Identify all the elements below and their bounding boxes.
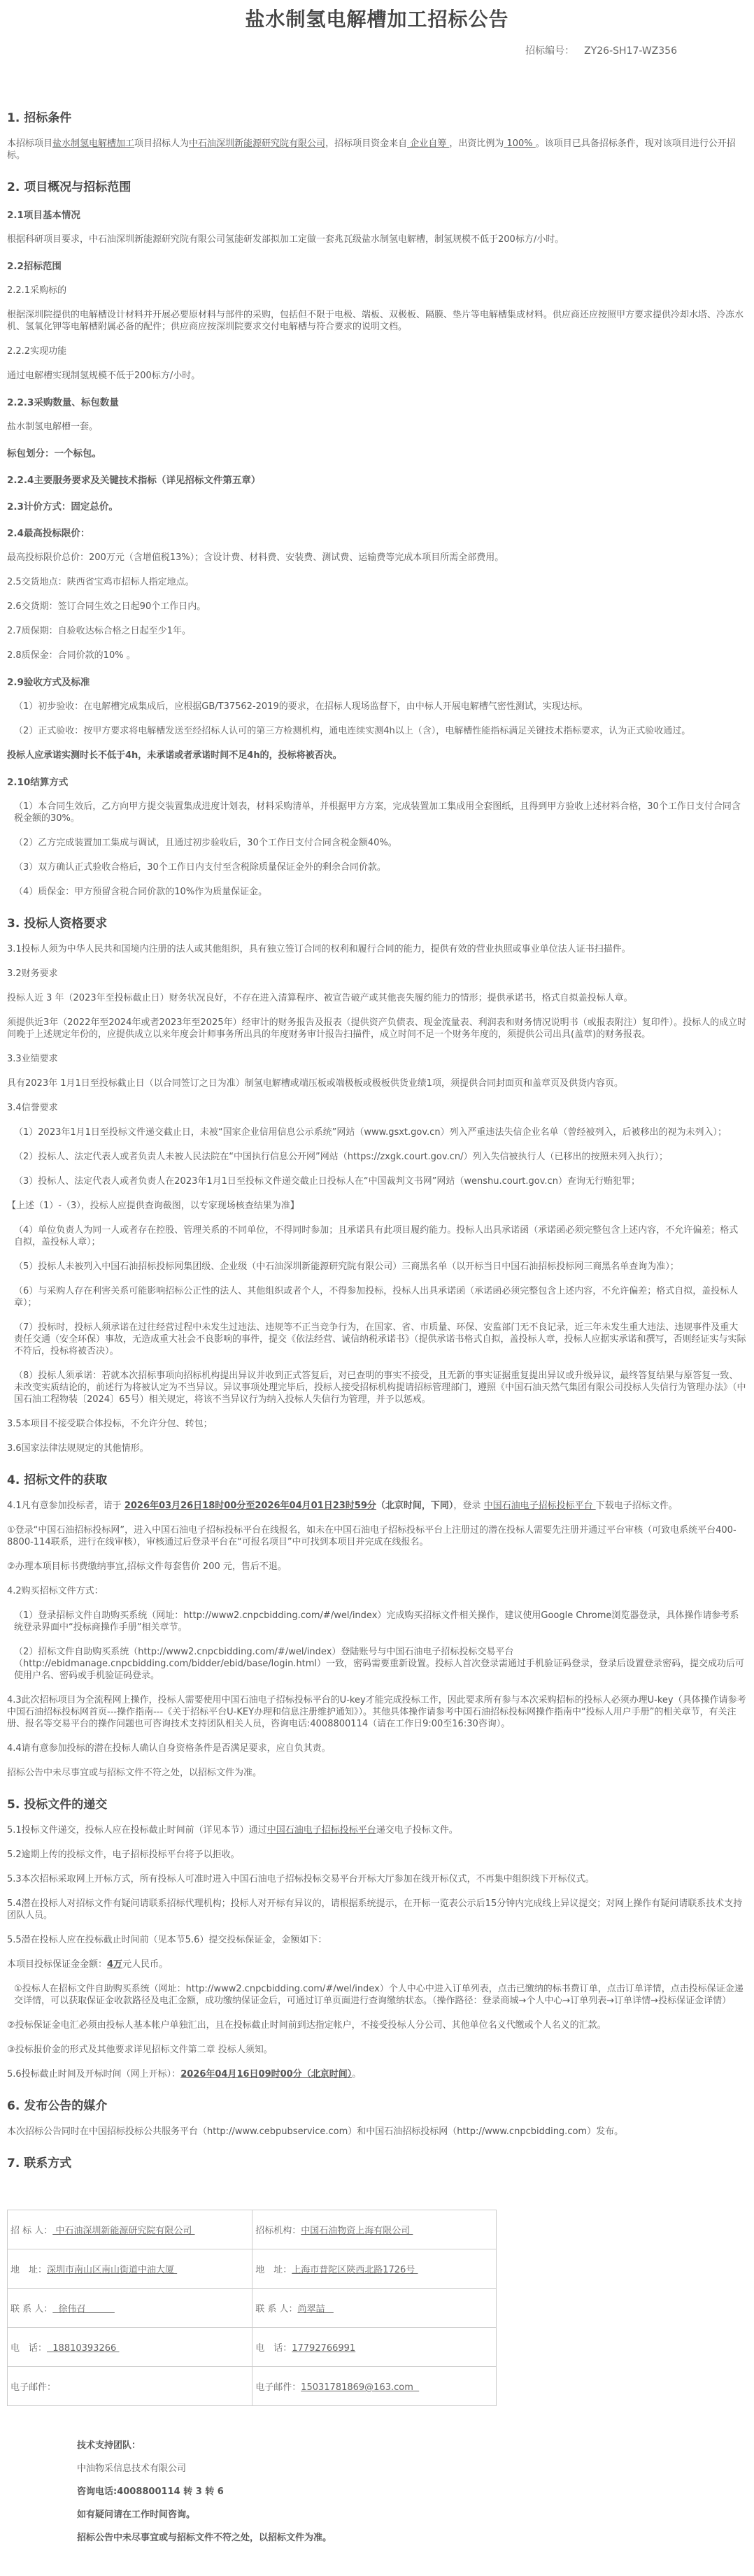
section-2-4-text: 最高投标限价总价：200万元（含增值税13%）；含设计费、材料费、安装费、测试费、运输费等完成本项目所需全部费用。 (7, 552, 504, 563)
contact-value: 中国石油物资上海有限公司 (301, 2226, 413, 2236)
section-3-4-note: 【上述（1）-（3），投标人应提供查询截图，以专家现场核查结果为准】 (7, 1201, 299, 1211)
section-2-9-heading: 2.9验收方式及标准 (7, 677, 90, 688)
section-2-6-text: 2.6交货期：签订合同生效之日起90个工作日内。 (7, 601, 206, 612)
section-4-2-item: （2）招标文件自助购买系统（http://www2.cnpcbidding.com/#/wel/index）登陆账号与中国石油电子招标投标交易平台（http://ebidmanage.cnpcbidding.com/bidder/ebid/base/login.html）一致，密码需要重新设置。投标人首次登录需通过手机验证码登录，登录后设置登录密码，提交成功后可使用户名、密码或手机验证码登录。 (14, 1647, 745, 1681)
section-2-10-item: （1）本合同生效后，乙方向甲方提交装置集成进度计划表，材料采购清单，并根据甲方方案，完成装置加工集成用全套图纸，且得到甲方验收上述材料合格，30个工作日支付合同含税金额的30%。 (14, 801, 741, 824)
deadline-time: 2026年04月16日09时00分（北京时间） (180, 2069, 353, 2080)
section-5-3-text: 5.3本次招标采取网上开标方式，所有投标人可准时进入中国石油电子招标投标交易平台开标大厅参加在线开标仪式，不再集中组织线下开标仪式。 (7, 1874, 595, 1884)
page-title: 盐水制氢电解槽加工招标公告 (245, 8, 509, 31)
section-2-5-text: 2.5交货地点：陕西省宝鸡市招标人指定地点。 (7, 577, 194, 587)
section-3-2-text: 须提供近3年（2022年至2024年或者2023年至2025年）经审计的财务报告及报表（提供资产负债表、现金流量表、利润表和财务情况说明书（或报表附注）复印件）。投标人的成立时间晚于上述规定年份的，应提供成立以来年度会计师事务所出具的年度财务审计报告扫描件，成立时间不足一个财务年度的，须提供公司出具(盖章)的财务报表。 (7, 1017, 747, 1040)
contact-tenderer-cell (8, 2289, 252, 2328)
section-6-text: 本次招标公告同时在中国招标投标公共服务平台（http://www.cebpubservice.com）和中国石油招标投标网（http://www.cnpcbidding.com）发布。 (7, 2126, 624, 2137)
section-3-4-item: （8）投标人须承诺：若就本次招标事项向招标机构提出异议并收到正式答复后，对已查明的事实不接受，且无新的事实证据重复提出异议或升级异议，最终答复结果与原答复一致、未改变实质结论的，前述行为将被认定为不当异议。异议事项处理完毕后，投标人接受招标机构提请招标管理部门，遵照《中国石油天然气集团有限公司投标人失信行为管理办法》（中国石油工程物装〔2024〕65号）相关规定，将该不当异议行为纳入投标人失信行为管理，并予以惩戒。 (14, 1371, 746, 1405)
section-4-4-text: 4.4请有意参加投标的潜在投标人确认自身资格条件是否满足要求，应自负其责。 (7, 1743, 331, 1754)
section-2-10-heading: 2.10结算方式 (7, 777, 69, 788)
section-5-5-text: 5.5潜在投标人应在投标截止时间前（见本节5.6）提交投标保证金，金额如下： (7, 1935, 327, 1945)
section-3-4-heading: 3.4信誉要求 (7, 1103, 58, 1113)
contact-tenderer-cell (8, 2367, 252, 2406)
contact-label: 联 系 人： (255, 2304, 298, 2314)
contact-label: 电 话： (255, 2343, 292, 2354)
section-2-2-2-text: 通过电解槽实现制氢规模不低于200标方/小时。 (7, 371, 201, 381)
section-4-note: 招标公告中未尽事宜或与招标文件不符之处，以招标文件为准。 (7, 1768, 262, 1778)
section-5-1-text: 5.1投标文件递交，投标人应在投标截止时间前（详见本节）通过中国石油电子招标投标平台递交电子投标文件。 (7, 1825, 458, 1836)
section-3-6-text: 3.6国家法律法规规定的其他情形。 (7, 1443, 149, 1454)
contact-agency-cell (252, 2210, 497, 2249)
support-hours: 如有疑问请在工作时间咨询。 (77, 2510, 196, 2520)
contact-row (8, 2367, 497, 2406)
section-4-3-text: 4.3此次招标项目为全流程网上操作，投标人需要使用中国石油电子招标投标平台的U-key才能完成投标工作，因此要求所有参与本次采购招标的投标人必须办理U-key（具体操作请参考中国石油招标投标网首页---操作指南---《关于招标平台U-KEY办理和信息注册维护通知》）。其他具体操作请参考中国石油招标投标网操作指南中“投标人用户手册”的相关章节，有关注册、报名等交易平台的操作问题也可咨询技术支持团队相关人员，咨询电话:4008800114（请在工作日9:00至16:30咨询）。 (7, 1695, 746, 1729)
section-5-5-step: ②投标保证金电汇必须由投标人基本帐户单独汇出，且在投标截止时间前到达指定帐户，不接受投标人分公司、其他单位名义代缴或个人名义的汇款。 (7, 2020, 606, 2031)
section-2-1-text: 根据科研项目要求，中石油深圳新能源研究院有限公司氢能研发部拟加工定做一套兆瓦级盐水制氢电解槽，制氢规模不低于200标方/小时。 (7, 234, 564, 245)
section-5-6-text: 5.6投标截止时间及开标时间（网上开标）：2026年04月16日09时00分（北京时间）。 (7, 2069, 362, 2080)
section-2-2-heading: 2.2招标范围 (7, 261, 62, 272)
section-4-2-item: （1）登录招标文件自助购买系统（网址：http://www2.cnpcbidding.com/#/wel/index）完成购买招标文件相关操作，建议使用Google Chrome浏览器登录，具体操作请参考系统登录界面中“投标商操作手册”相关章节。 (14, 1610, 739, 1633)
section-2-4-heading: 2.4最高投标限价： (7, 528, 90, 539)
bid-number-label: 招标编号： (525, 45, 575, 57)
section-3-2-text: 投标人近 3 年（2023年至投标截止日）财务状况良好，不存在进入清算程序、被宣告破产或其他丧失履约能力的情形；提供承诺书，格式自拟盖投标人章。 (7, 993, 633, 1003)
support-note: 招标公告中未尽事宜或与招标文件不符之处，以招标文件为准。 (77, 2533, 332, 2543)
cnpc-platform-link[interactable]: 中国石油电子招标投标平台 (483, 1501, 596, 1511)
section-5-4-text: 5.4潜在投标人对招标文件有疑问请联系招标代理机构；投标人对开标有异议的，请根据系统提示，在开标一览表公示后15分钟内完成线上异议提交；对网上操作有疑问请联系技术支持团队人员。 (7, 1898, 743, 1921)
section-3-4-item: （5）投标人未被列入中国石油招标投标网集团级、企业级（中石油深圳新能源研究院有限公司）三商黑名单（以开标当日中国石油招标投标网三商黑名单查询为准）； (14, 1261, 679, 1272)
section-1-text: 本招标项目盐水制氢电解槽加工项目招标人为中石油深圳新能源研究院有限公司，招标项目资金来自 企业自筹 ，出资比例为 100% 。该项目已具备招标条件，现对该项目进行公开招标。 (7, 138, 736, 161)
section-2-heading: 2. 项目概况与招标范围 (7, 180, 131, 194)
section-3-2-heading: 3.2财务要求 (7, 968, 58, 979)
section-2-7-text: 2.7质保期：自验收达标合格之日起至少1年。 (7, 626, 191, 636)
bid-number (7, 43, 747, 57)
download-period: 2026年03月26日18时00分至2026年04月01日23时59分 (124, 1501, 376, 1511)
contact-label: 招 标 人： (10, 2226, 53, 2236)
section-2-1-heading: 2.1项目基本情况 (7, 210, 80, 221)
contact-row (8, 2249, 497, 2289)
section-6-heading: 6. 发布公告的媒介 (7, 2099, 108, 2113)
support-heading: 技术支持团队： (77, 2440, 141, 2451)
contact-label: 电子邮件： (255, 2382, 301, 2393)
contact-value: 17792766991 (292, 2343, 356, 2354)
contact-tenderer-cell (8, 2210, 252, 2249)
tenderer-name: 中石油深圳新能源研究院有限公司 (189, 138, 326, 149)
contact-agency-cell (252, 2289, 497, 2328)
contact-value: 上海市普陀区陕西北路1726号 (292, 2265, 418, 2275)
section-4-1-step: ②办理本项目标书费缴纳事宜,招标文件每套售价 200 元，售后不退。 (7, 1561, 287, 1572)
contact-row (8, 2328, 497, 2367)
support-company: 中油物采信息技术有限公司 (77, 2463, 187, 2474)
section-7-heading: 7. 联系方式 (7, 2156, 72, 2170)
tech-support (7, 2440, 747, 2544)
section-3-4-item: （6）与采购人存在利害关系可能影响招标公正性的法人、其他组织或者个人，不得参加投标，投标人出具承诺函（承诺函必须完整包含上述内容，不允许偏差；格式自拟，盖投标人章）； (14, 1286, 739, 1308)
contact-label: 地 址： (255, 2265, 292, 2275)
contact-row (8, 2289, 497, 2328)
section-2-2-1-heading: 2.2.1采购标的 (7, 285, 67, 296)
section-3-heading: 3. 投标人资格要求 (7, 917, 108, 931)
section-2-10-item: （2）乙方完成装置加工集成与调试，且通过初步验收后，30个工作日支付合同含税金额40%。 (14, 838, 397, 848)
section-2-2-3-heading: 2.2.3采购数量、标包数量 (7, 397, 119, 408)
section-3-3-text: 具有2023年 1月1日至投标截止日（以合同签订之日为准）制氢电解槽或端压板或端极板或极板供货业绩1项，须提供合同封面页和盖章页及供货内容页。 (7, 1078, 624, 1089)
section-3-4-item: （7）投标时，投标人须承诺在过往经营过程中未发生过违法、违规等不正当竞争行为，在国家、省、市质量、环保、安监部门无不良记录，近三年未发生重大违法、违规事件及重大责任交通（安全环保）事故，无造成重大社会不良影响的事件，提交《依法经营、诚信纳税承诺书》（提供承诺书格式自拟，盖投标人章，投标人应据实承诺和撰写，否则经证实与实际不符后，投标将被否决）。 (14, 1322, 746, 1357)
section-4-2-heading: 4.2购买招标文件方式： (7, 1586, 104, 1596)
fund-ratio: 100% (504, 138, 536, 149)
contact-table (7, 2210, 497, 2406)
contact-label: 招标机构： (255, 2226, 301, 2236)
section-3-4-item: （4）单位负责人为同一人或者存在控股、管理关系的不同单位，不得同时参加；且承诺具有此项目履约能力。投标人出具承诺函（承诺函必须完整包含上述内容，不允许偏差；格式自拟，盖投标人章）； (14, 1225, 739, 1247)
section-5-5-step: ①投标人在招标文件自助购买系统（网址：http://www2.cnpcbidding.com/#/wel/index）个人中心中进入订单列表，点击已缴纳的标书费订单，点击订单详情，点击投标保证金递交详情，可以获取保证金收款路径及电汇金额，成功缴纳保证金后，可通过订单页面进行查询缴纳状态。（操作路径：登录商城→个人中心→订单列表→订单详情→投标保证金详情） (14, 1984, 744, 2006)
section-5-heading: 5. 投标文件的递交 (7, 1798, 108, 1812)
section-2-2-2-heading: 2.2.2实现功能 (7, 346, 67, 357)
contact-agency-cell (252, 2249, 497, 2289)
section-2-2-3-package: 标包划分：一个标包。 (7, 448, 101, 459)
section-2-3-pricing: 2.3计价方式：固定总价。 (7, 501, 118, 513)
section-2-9-commitment: 投标人应承诺实测时长不低于4h，未承诺或者承诺时间不足4h的，投标将被否决。 (7, 750, 342, 761)
contact-agency-cell (252, 2328, 497, 2367)
section-3-4-item: （3）投标人、法定代表人或者负责人在2023年1月1日至投标文件递交截止日投标人在“中国裁判文书网”网站（wenshu.court.gov.cn）查询无行贿犯罪； (14, 1176, 640, 1187)
section-1-heading: 1. 招标条件 (7, 111, 72, 125)
contact-value: 尚翠喆 (297, 2304, 334, 2314)
contact-tenderer-cell (8, 2328, 252, 2367)
section-5-2-text: 5.2逾期上传的投标文件，电子招标投标平台将予以拒收。 (7, 1849, 240, 1860)
section-2-2-3-text: 盐水制氢电解槽一套。 (7, 422, 99, 432)
project-name: 盐水制氢电解槽加工 (52, 138, 135, 149)
section-3-1-text: 3.1投标人须为中华人民共和国境内注册的法人或其他组织，具有独立签订合同的权利和履行合同的能力，提供有效的营业执照或事业单位法人证书扫描件。 (7, 944, 631, 954)
contact-value: 15031781869@163.com (301, 2382, 420, 2393)
contact-label: 电 话： (10, 2343, 48, 2354)
section-2-9-item: （1）初步验收：在电解槽完成集成后，应根据GB/T37562-2019的要求，在招标人现场监督下，由中标人开展电解槽气密性测试，实现达标。 (14, 701, 588, 712)
contact-label: 地 址： (10, 2265, 48, 2275)
section-2-9-item: （2）正式验收：按甲方要求将电解槽发送至经招标人认可的第三方检测机构，通电连续实测4h以上（含），电解槽性能指标满足关键技术指标要求，认为正式验收通过。 (14, 726, 691, 736)
contact-row (8, 2210, 497, 2249)
section-3-4-item: （1）2023年1月1日至投标文件递交截止日，未被“国家企业信用信息公示系统”网站（www.gsxt.gov.cn）列入严重违法失信企业名单（曾经被列入，后被移出的视为未列入）； (14, 1127, 727, 1138)
contact-label: 电子邮件： (10, 2382, 57, 2393)
contact-agency-cell (252, 2367, 497, 2406)
section-4-heading: 4. 招标文件的获取 (7, 1473, 108, 1487)
section-5-5-step: ③投标报价金的形式及其他要求详见招标文件第二章 投标人须知。 (7, 2045, 273, 2055)
contact-value: 中石油深圳新能源研究院有限公司 (52, 2226, 195, 2236)
section-4-1-step: ①登录“中国石油招标投标网”，进入中国石油电子招标投标平台在线报名，如未在中国石油电子招标投标平台上注册过的潜在投标人需要先注册并通过平台审核（可致电系统平台400-8800-114联系，进行在线审核），审核通过后登录平台在“可报名项目”中可找到本项目并完成在线报名。 (7, 1525, 737, 1547)
bid-bond-amount: 本项目投标保证金金额：4万元人民币。 (7, 1959, 169, 1970)
contact-value: 深圳市南山区南山街道中油大厦 (47, 2265, 178, 2275)
bid-number-value: ZY26-SH17-WZ356 (584, 45, 677, 57)
contact-value: 18810393266 (47, 2343, 120, 2354)
section-2-10-item: （4）质保金：甲方预留含税合同价款的10%作为质量保证金。 (14, 887, 268, 897)
contact-value: 徐伟召 (52, 2304, 115, 2314)
section-3-3-heading: 3.3业绩要求 (7, 1054, 58, 1064)
section-2-2-1-text: 根据深圳院提供的电解槽设计材料并开展必要原材料与部件的采购，包括但不限于电极、端板、双极板、隔膜、垫片等电解槽集成材料。供应商还应按照甲方要求提供冷却水塔、冷冻水机、氢氧化钾等电解槽附属必备的配件；供应商应按深圳院要求交付电解槽与符合要求的说明文档。 (7, 310, 744, 332)
section-2-8-text: 2.8质保金：合同价款的10% 。 (7, 650, 136, 661)
section-3-4-item: （2）投标人、法定代表人或者负责人未被人民法院在“中国执行信息公开网”网站（https://zxgk.court.gov.cn/）列入失信被执行人（已移出的按照未列入执行）； (14, 1152, 668, 1162)
fund-source: 企业自筹 (407, 138, 450, 149)
section-4-1-text: 4.1凡有意参加投标者，请于 2026年03月26日18时00分至2026年04月01日23时59分（北京时间，下同），登录 中国石油电子招标投标平台 下载电子招标文件。 (7, 1501, 678, 1511)
support-phone: 咨询电话:4008800114 转 3 转 6 (77, 2486, 224, 2497)
contact-label: 联 系 人： (10, 2304, 53, 2314)
section-2-2-4-heading: 2.2.4主要服务要求及关键技术指标（详见招标文件第五章） (7, 475, 261, 486)
section-3-5-text: 3.5本项目不接受联合体投标，不允许分包、转包； (7, 1419, 213, 1429)
cnpc-platform-link[interactable]: 中国石油电子招标投标平台 (266, 1825, 376, 1836)
section-2-10-item: （3）双方确认正式验收合格后，30个工作日内支付至含税除质量保证金外的剩余合同价款。 (14, 862, 386, 873)
contact-tenderer-cell (8, 2249, 252, 2289)
